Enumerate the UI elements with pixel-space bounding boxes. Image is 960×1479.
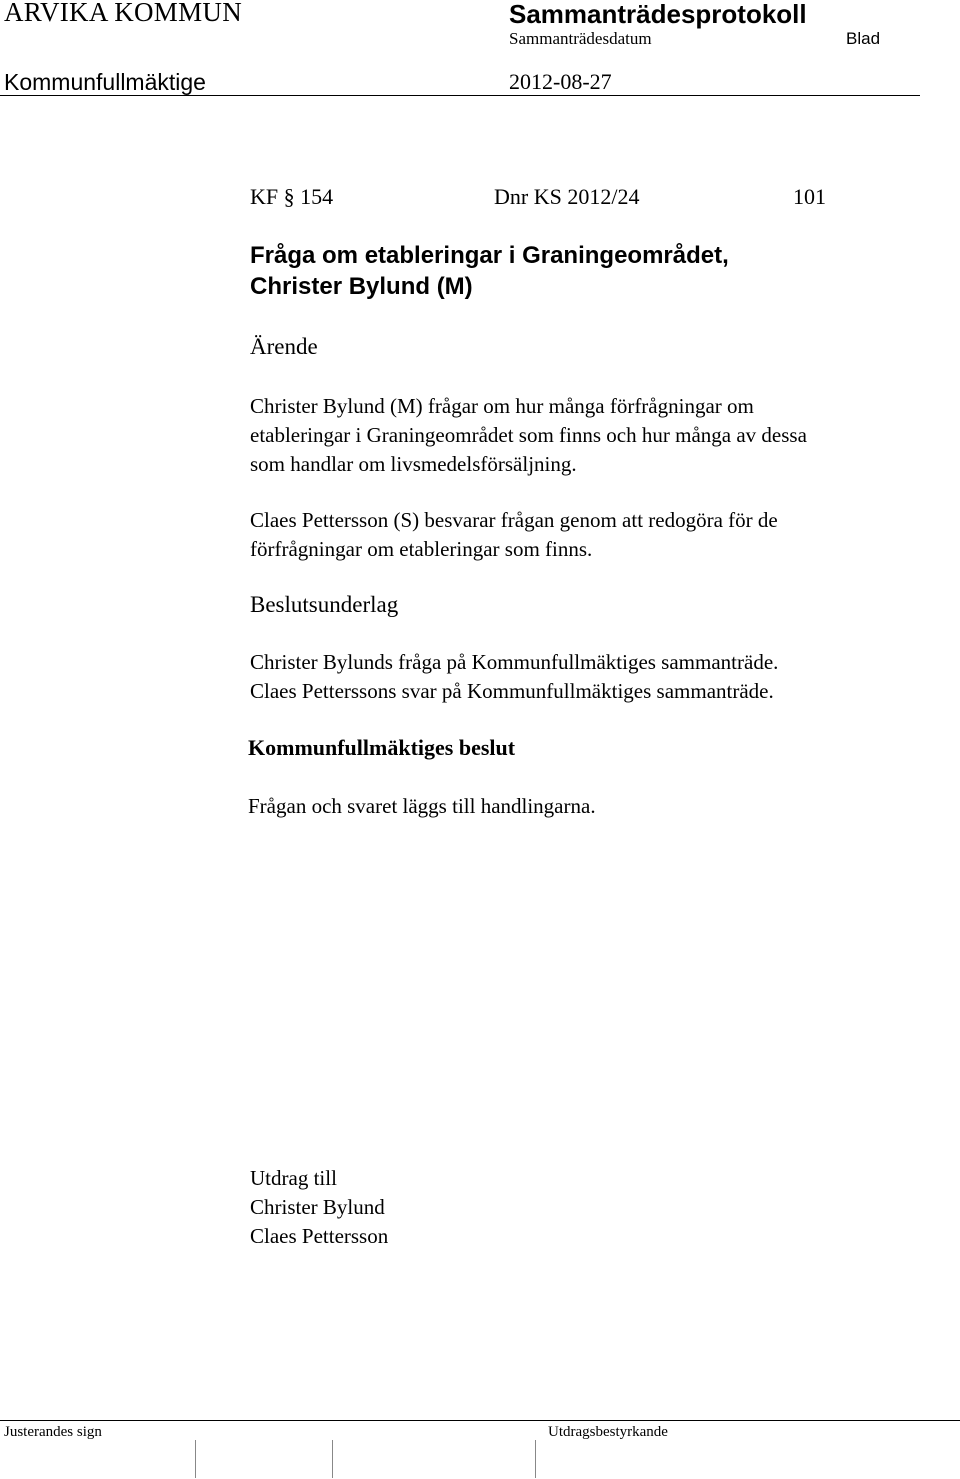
answer-paragraph: [250, 506, 910, 564]
organization-name: ARVIKA KOMMUN: [4, 0, 243, 27]
signature-box-divider: [332, 1440, 333, 1478]
header-divider: [0, 95, 920, 96]
distribution-recipient: Christer Bylund: [250, 1195, 385, 1219]
text-line: Christer Bylund (M) frågar om hur många förfrågningar om: [250, 394, 754, 418]
meeting-date-label: Sammanträdesdatum: [509, 29, 652, 48]
document-type: Sammanträdesprotokoll: [509, 0, 807, 29]
text-line: Claes Pettersson (S) besvarar frågan genom att redogöra för de: [250, 508, 778, 532]
diary-number: Dnr KS 2012/24: [494, 184, 640, 209]
case-title-line: Christer Bylund (M): [250, 273, 473, 300]
justerandes-sign-label: Justerandes sign: [4, 1424, 102, 1440]
beslutsunderlag-list: [250, 648, 910, 706]
text-line: Claes Petterssons svar på Kommunfullmäktiges sammanträde.: [250, 679, 774, 703]
governing-body: Kommunfullmäktige: [4, 69, 206, 95]
distribution-label: Utdrag till: [250, 1166, 337, 1190]
section-heading-beslut: Kommunfullmäktiges beslut: [248, 735, 516, 760]
footer-divider: [0, 1420, 960, 1421]
sheet-label: Blad: [846, 29, 881, 48]
distribution-recipient: Claes Pettersson: [250, 1224, 389, 1248]
text-line: som handlar om livsmedelsförsäljning.: [250, 452, 577, 476]
utdragsbestyrkande-label: Utdragsbestyrkande: [548, 1424, 668, 1440]
case-number: KF § 154: [250, 184, 334, 209]
text-line: Christer Bylunds fråga på Kommunfullmäktiges sammanträde.: [250, 650, 779, 674]
distribution-block: [250, 1164, 910, 1251]
arende-paragraph: [250, 392, 910, 479]
case-title-line: Fråga om etableringar i Graningeområdet,: [250, 242, 729, 269]
signature-box-divider: [535, 1440, 536, 1478]
text-line: förfrågningar om etableringar som finns.: [250, 537, 593, 561]
section-heading-beslutsunderlag: Beslutsunderlag: [250, 592, 399, 617]
section-heading-arende: Ärende: [250, 334, 318, 359]
case-title: [250, 240, 890, 302]
page-number: 101: [793, 184, 826, 209]
meeting-date: 2012-08-27: [509, 69, 612, 94]
signature-box-divider: [195, 1440, 196, 1478]
text-line: etableringar i Graningeområdet som finns och hur många av dessa: [250, 423, 807, 447]
decision-text: Frågan och svaret läggs till handlingarna.: [248, 794, 596, 818]
